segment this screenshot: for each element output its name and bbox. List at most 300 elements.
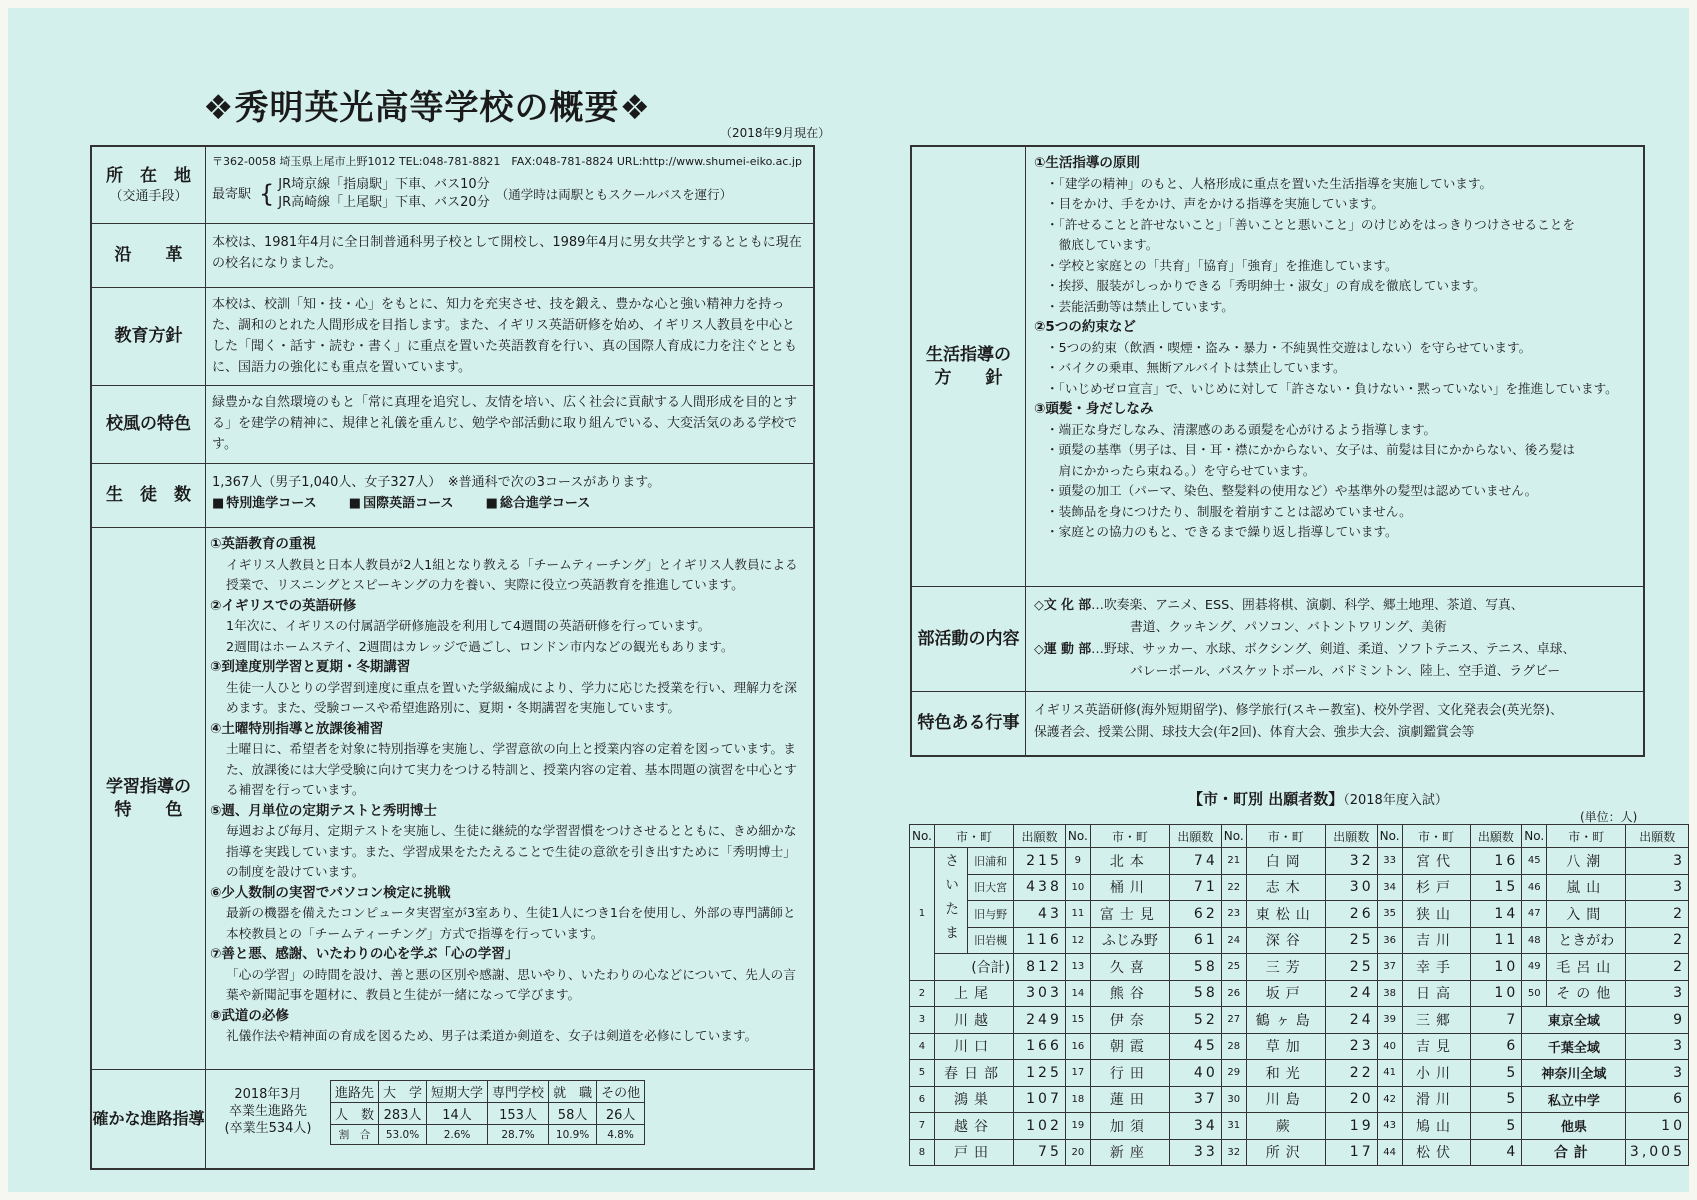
learning-heading: ④土曜特別指導と放課後補習 (210, 720, 384, 737)
events-line-1: イギリス英語研修(海外短期留学)、修学旅行(スキー教室)、校外学習、文化発表会(英光祭)、 (1034, 703, 1563, 718)
count-cell: 5 (1470, 1086, 1522, 1113)
count-cell: 24 (1325, 980, 1377, 1007)
learning-text: 2週間はホームステイ、2週間はカレッジで過ごし、ロンドン市内などの観光もあります。 (226, 638, 734, 654)
no-cell: 36 (1377, 927, 1402, 954)
city-cell: 白岡 (1246, 848, 1325, 875)
bus-note: （通学時は両駅ともスクールバスを運行） (495, 186, 733, 202)
count-cell: 3 (1626, 848, 1689, 875)
count-cell: 15 (1470, 874, 1522, 901)
career-header-cell: 大 学 (379, 1081, 427, 1103)
count-cell: 5 (1470, 1113, 1522, 1140)
career-header-cell: 専門学校 (488, 1081, 549, 1103)
no-cell: 8 (910, 1139, 935, 1166)
page-title: ❖秀明英光高等学校の概要❖ (203, 88, 651, 128)
city-cell: 加須 (1090, 1113, 1169, 1140)
guidance-item: 肩にかかったら束ねる。）を守らせています。 (1046, 462, 1316, 478)
count-cell: 75 (1014, 1139, 1066, 1166)
guidance-item: ・「建学の精神」のもと、人格形成に重点を置いた生活指導を実施しています。 (1046, 175, 1493, 191)
city-cell: 他県 (1522, 1113, 1626, 1140)
count-header: 出願数 (1014, 825, 1066, 848)
city-cell: 入間 (1547, 901, 1626, 928)
guidance-item: ・装飾品を身につけたり、制服を着崩すことは認めていません。 (1046, 503, 1412, 519)
city-cell: その他 (1547, 980, 1626, 1007)
count-cell: 102 (1014, 1113, 1066, 1140)
count-header: 出願数 (1170, 825, 1222, 848)
row-events (912, 692, 1643, 755)
city-cell: 行田 (1090, 1060, 1169, 1087)
career-header-cell: 進路先 (331, 1081, 379, 1103)
learning-text: 土曜日に、希望者を対象に特別指導を実施し、学習意欲の向上と授業内容の定着を図っています。また、放課後には大学受験に向けて実力をつける特訓と、授業内容の定着、基本問題の演習を中心とする補習を行っています。 (226, 741, 797, 797)
city-cell: 草加 (1246, 1033, 1325, 1060)
count-cell: 14 (1470, 901, 1522, 928)
count-cell: 3 (1626, 980, 1689, 1007)
no-cell: 14 (1065, 980, 1090, 1007)
count-cell: 17 (1325, 1139, 1377, 1166)
city-cell: 吉見 (1402, 1033, 1470, 1060)
row-location (92, 147, 813, 224)
city-header: 市・町 (934, 825, 1013, 848)
career-desc-3: (卒業生534人) (224, 1121, 312, 1136)
course-general: ■ 総合進学コース (486, 493, 591, 514)
no-cell: 12 (1065, 927, 1090, 954)
learning-heading: ②イギリスでの英語研修 (210, 597, 357, 614)
city-cell: 東京全域 (1522, 1007, 1626, 1034)
city-cell: 三芳 (1246, 954, 1325, 981)
count-cell: 2 (1626, 954, 1689, 981)
career-count-cell: 58人 (549, 1103, 597, 1125)
no-cell: 40 (1377, 1033, 1402, 1060)
table-row (910, 927, 1689, 954)
no-cell: 10 (1065, 874, 1090, 901)
course-special: ■ 特別進学コース (212, 493, 317, 514)
no-cell: 17 (1065, 1060, 1090, 1087)
count-cell: 24 (1325, 1007, 1377, 1034)
guidance-sections (1034, 153, 1637, 543)
culture-clubs: …吹奏楽、アニメ、ESS、囲碁将棋、演劇、科学、郷土地理、茶道、写真、 (1091, 598, 1524, 613)
count-cell: 107 (1014, 1086, 1066, 1113)
no-cell: 46 (1522, 874, 1547, 901)
career-count-cell: 26人 (597, 1103, 645, 1125)
no-cell: 20 (1065, 1139, 1090, 1166)
no-cell: 32 (1221, 1139, 1246, 1166)
no-cell: 21 (1221, 848, 1246, 875)
no-cell: 24 (1221, 927, 1246, 954)
count-cell: 32 (1325, 848, 1377, 875)
guidance-label-1: 生活指導の (926, 344, 1011, 365)
career-ratio-cell: 53.0% (379, 1125, 427, 1145)
culture-label: 校風の特色 (92, 386, 206, 463)
count-cell: 43 (1014, 901, 1066, 928)
sports-clubs: …野球、サッカー、水球、ボクシング、剣道、柔道、ソフトテニス、テニス、卓球、 (1091, 642, 1576, 657)
city-cell: 戸田 (934, 1139, 1013, 1166)
career-desc-2: 卒業生進路先 (228, 1104, 307, 1119)
count-cell: 10 (1470, 980, 1522, 1007)
table-row (910, 901, 1689, 928)
count-cell: 249 (1014, 1007, 1066, 1034)
count-cell: 20 (1325, 1086, 1377, 1113)
count-cell: 11 (1470, 927, 1522, 954)
count-header: 出願数 (1626, 825, 1689, 848)
guidance-item: ・家庭との協力のもと、できるまで繰り返し指導しています。 (1046, 524, 1398, 539)
city-cell: 春日部 (934, 1060, 1013, 1087)
career-label: 確かな進路指導 (92, 1070, 206, 1168)
city-cell: 宮代 (1402, 848, 1470, 875)
city-saitama: さいたま (934, 848, 967, 954)
no-cell: 43 (1377, 1113, 1402, 1140)
no-cell: 6 (910, 1086, 935, 1113)
count-cell: 166 (1014, 1033, 1066, 1060)
no-cell: 31 (1221, 1113, 1246, 1140)
table-row (910, 874, 1689, 901)
city-cell: 鶴ヶ島 (1246, 1007, 1325, 1034)
row-guidance (912, 147, 1643, 587)
as-of-date: （2018年9月現在） (720, 126, 831, 140)
city-header: 市・町 (1090, 825, 1169, 848)
learning-text: 毎週および毎月、定期テストを実施し、生徒に継続的な学習習慣をつけさせるとともに、きめ細かな指導を実践しています。また、学習成果をたたえることで生徒の意欲を引き出すために「秀明博士」の制度を設けています。 (226, 823, 797, 879)
no-cell: 49 (1522, 954, 1547, 981)
history-label: 沿 革 (92, 224, 206, 287)
no-cell: 13 (1065, 954, 1090, 981)
policy-label: 教育方針 (92, 288, 206, 385)
city-cell: 志木 (1246, 874, 1325, 901)
count-cell: 125 (1014, 1060, 1066, 1087)
city-cell: 桶川 (1090, 874, 1169, 901)
city-cell: 小川 (1402, 1060, 1470, 1087)
city-header: 市・町 (1547, 825, 1626, 848)
students-note: ※普通科で次の3コースがあります。 (447, 475, 661, 490)
count-cell: 58 (1170, 980, 1222, 1007)
no-cell: 44 (1377, 1139, 1402, 1166)
guidance-item: ・頭髪の加工（パーマ、染色、整髪料の使用など）や基準外の髪型は認めていません。 (1046, 483, 1538, 498)
no-header: No. (1377, 825, 1402, 848)
no-cell: 50 (1522, 980, 1547, 1007)
no-cell: 48 (1522, 927, 1547, 954)
city-cell: 北本 (1090, 848, 1169, 875)
learning-label-2: 特 色 (114, 799, 183, 820)
career-header-cell: その他 (597, 1081, 645, 1103)
station-label: 最寄駅 (212, 186, 252, 202)
city-cell: 越谷 (934, 1113, 1013, 1140)
city-header: 市・町 (1246, 825, 1325, 848)
city-cell: 熊谷 (1090, 980, 1169, 1007)
count-header: 出願数 (1325, 825, 1377, 848)
city-cell: 鴻巣 (934, 1086, 1013, 1113)
row-policy (92, 288, 813, 386)
city-cell: 蓮田 (1090, 1086, 1169, 1113)
no-cell: 33 (1377, 848, 1402, 875)
career-count-cell: 283人 (379, 1103, 427, 1125)
count-cell: 9 (1626, 1007, 1689, 1034)
count-cell: 40 (1170, 1060, 1222, 1087)
learning-heading: ⑦善と悪、感謝、いたわりの心を学ぶ「心の学習」 (210, 946, 519, 962)
row-history (92, 224, 813, 288)
count-cell: 16 (1470, 848, 1522, 875)
saitama-ward: 旧大宮 (968, 874, 1014, 901)
total-count: 3,005 (1626, 1139, 1689, 1166)
count-cell: 22 (1325, 1060, 1377, 1087)
no-cell: 5 (910, 1060, 935, 1087)
life-table (910, 145, 1645, 757)
count-cell: 23 (1325, 1033, 1377, 1060)
no-cell: 11 (1065, 901, 1090, 928)
overview-table (90, 145, 815, 1170)
no-cell: 22 (1221, 874, 1246, 901)
guidance-item: ・挨拶、服装がしっかりできる「秀明紳士・淑女」の育成を徹底しています。 (1046, 278, 1486, 293)
career-ratio-label: 割 合 (331, 1125, 379, 1145)
city-cell: 千葉全域 (1522, 1033, 1626, 1060)
no-cell: 47 (1522, 901, 1547, 928)
learning-label-1: 学習指導の (106, 776, 191, 797)
city-cell: 滑川 (1402, 1086, 1470, 1113)
no-cell: 1 (910, 848, 935, 981)
no-cell: 28 (1221, 1033, 1246, 1060)
learning-heading: ⑥少人数制の実習でパソコン検定に挑戦 (210, 884, 451, 901)
city-cell: 富士見 (1090, 901, 1169, 928)
career-count-cell: 14人 (427, 1103, 488, 1125)
no-cell: 39 (1377, 1007, 1402, 1034)
city-cell: 吉川 (1402, 927, 1470, 954)
city-header: 市・町 (1402, 825, 1470, 848)
no-cell: 30 (1221, 1086, 1246, 1113)
count-cell: 52 (1170, 1007, 1222, 1034)
count-cell: 34 (1170, 1113, 1222, 1140)
table-row (910, 1139, 1689, 1166)
city-cell: 神奈川全域 (1522, 1060, 1626, 1087)
career-count-label: 人 数 (331, 1103, 379, 1125)
table-row (910, 1060, 1689, 1087)
table-row (910, 1007, 1689, 1034)
count-cell: 215 (1014, 848, 1066, 875)
city-cell: 蕨 (1246, 1113, 1325, 1140)
sports-clubs-2: バレーボール、バスケットボール、バドミントン、陸上、空手道、ラグビー (1130, 664, 1561, 679)
career-count-cell: 153人 (488, 1103, 549, 1125)
count-cell: 116 (1014, 927, 1066, 954)
students-count: 1,367人（男子1,040人、女子327人） (212, 475, 435, 490)
no-header: No. (1221, 825, 1246, 848)
station-line-2: JR高崎線「上尾駅」下車、バス20分 (278, 195, 490, 210)
guidance-item: ・「いじめゼロ宣言」で、いじめに対して「許さない・負けない・黙っていない」を推進しています。 (1046, 380, 1618, 396)
count-cell: 10 (1626, 1113, 1689, 1140)
count-cell: 30 (1325, 874, 1377, 901)
city-cell: 上尾 (934, 980, 1013, 1007)
career-ratio-cell: 28.7% (488, 1125, 549, 1145)
no-cell: 15 (1065, 1007, 1090, 1034)
unit-label: (単位：人) (1580, 810, 1638, 824)
count-cell: 3 (1626, 1033, 1689, 1060)
career-table (330, 1080, 645, 1145)
no-cell: 3 (910, 1007, 935, 1034)
no-cell: 42 (1377, 1086, 1402, 1113)
no-cell: 35 (1377, 901, 1402, 928)
no-cell: 19 (1065, 1113, 1090, 1140)
learning-text: 1年次に、イギリスの付属語学研修施設を利用して4週間の英語研修を行っています。 (226, 618, 711, 633)
city-cell: 日高 (1402, 980, 1470, 1007)
count-cell: 3 (1626, 874, 1689, 901)
count-cell: 7 (1470, 1007, 1522, 1034)
city-cell: 三郷 (1402, 1007, 1470, 1034)
no-cell: 37 (1377, 954, 1402, 981)
learning-heading: ①英語教育の重視 (210, 536, 316, 552)
history-text: 本校は、1981年4月に全日制普通科男子校として開校し、1989年4月に男女共学とするとともに現在の校名になりました。 (212, 235, 802, 271)
city-cell: 深谷 (1246, 927, 1325, 954)
count-cell: 25 (1325, 927, 1377, 954)
no-cell: 27 (1221, 1007, 1246, 1034)
no-cell: 23 (1221, 901, 1246, 928)
city-cell: 私立中学 (1522, 1086, 1626, 1113)
guidance-item: ・学校と家庭との「共育」「協育」「強育」を推進しています。 (1046, 257, 1398, 273)
no-cell: 29 (1221, 1060, 1246, 1087)
city-cell: 川口 (934, 1033, 1013, 1060)
count-cell: 19 (1325, 1113, 1377, 1140)
no-cell: 41 (1377, 1060, 1402, 1087)
count-cell: 812 (1014, 954, 1066, 981)
city-cell: 鳩山 (1402, 1113, 1470, 1140)
no-cell: 16 (1065, 1033, 1090, 1060)
saitama-ward: 旧浦和 (968, 848, 1014, 875)
count-cell: 62 (1170, 901, 1222, 928)
station-line-1: JR埼京線「指扇駅」下車、バス10分 (278, 177, 490, 192)
no-cell: 18 (1065, 1086, 1090, 1113)
document-sheet (8, 8, 1689, 1192)
city-cell: 松伏 (1402, 1139, 1470, 1166)
learning-text: 礼儀作法や精神面の育成を図るため、男子は柔道か剣道を、女子は剣道を必修にしています。 (226, 1028, 758, 1043)
guidance-item: 徹底しています。 (1046, 237, 1159, 252)
table-row (910, 954, 1689, 981)
career-ratio-cell: 10.9% (549, 1125, 597, 1145)
table-row (910, 1086, 1689, 1113)
guidance-label-2: 方 針 (934, 367, 1003, 388)
count-cell: 438 (1014, 874, 1066, 901)
no-cell: 34 (1377, 874, 1402, 901)
city-cell: 嵐山 (1547, 874, 1626, 901)
city-cell: 東松山 (1246, 901, 1325, 928)
row-clubs (912, 587, 1643, 692)
guidance-heading: ①生活指導の原則 (1034, 155, 1140, 171)
learning-text: イギリス人教員と日本人教員が2人1組となり教える「チームティーチング」とイギリス人教員による授業で、リスニングとスピーキングの力を養い、実際に役立つ英語教育を推進しています。 (226, 556, 798, 592)
city-cell: ときがわ (1547, 927, 1626, 954)
learning-heading: ⑤週、月単位の定期テストと秀明博士 (210, 802, 437, 819)
applicants-table (909, 824, 1689, 1166)
city-cell: 八潮 (1547, 848, 1626, 875)
no-cell: 2 (910, 980, 935, 1007)
guidance-item: ・「許せることと許せないこと」「善いことと悪いこと」のけじめをはっきりつけさせることを (1046, 216, 1575, 232)
count-cell: 61 (1170, 927, 1222, 954)
count-cell: 58 (1170, 954, 1222, 981)
guidance-item: ・頭髪の基準（男子は、目・耳・襟にかからない、女子は、前髪は目にかからない、後ろ髪は (1046, 442, 1575, 457)
career-desc-1: 2018年3月 (234, 1087, 302, 1102)
no-cell: 9 (1065, 848, 1090, 875)
address: 〒362-0058 埼玉県上尾市上野1012 TEL:048-781-8821 FAX:048-781-8824 URL:http://www.shumei-eiko.ac.jp (212, 155, 802, 168)
row-students (92, 464, 813, 528)
learning-text: 最新の機器を備えたコンピュータ実習室が3室あり、生徒1人につき1台を使用し、外部の専門講師と本校教員との「チームティーチング」方式で指導を行っています。 (226, 905, 796, 941)
no-cell: 4 (910, 1033, 935, 1060)
count-cell: 6 (1470, 1033, 1522, 1060)
count-cell: 33 (1170, 1139, 1222, 1166)
location-sublabel: （交通手段） (109, 188, 188, 204)
city-cell: 伊奈 (1090, 1007, 1169, 1034)
learning-sections (210, 534, 805, 1047)
career-header-cell: 就 職 (549, 1081, 597, 1103)
guidance-heading: ②5つの約束など (1034, 319, 1136, 335)
no-cell: 7 (910, 1113, 935, 1140)
count-cell: 6 (1626, 1086, 1689, 1113)
count-cell: 26 (1325, 901, 1377, 928)
culture-clubs-2: 書道、クッキング、パソコン、バトントワリング、美術 (1130, 620, 1447, 635)
row-learning (92, 528, 813, 1070)
saitama-ward: 旧岩槻 (968, 927, 1014, 954)
count-cell: 4 (1470, 1139, 1522, 1166)
count-cell: 5 (1470, 1060, 1522, 1087)
no-header: No. (1065, 825, 1090, 848)
count-cell: 303 (1014, 980, 1066, 1007)
count-cell: 2 (1626, 927, 1689, 954)
count-cell: 45 (1170, 1033, 1222, 1060)
table-row (910, 1033, 1689, 1060)
city-cell: 久喜 (1090, 954, 1169, 981)
saitama-total-label: (合計) (934, 954, 1013, 981)
events-label: 特色ある行事 (912, 692, 1026, 755)
guidance-item: ・バイクの乗車、無断アルバイトは禁止しています。 (1046, 360, 1346, 375)
location-label: 所 在 地 (106, 165, 191, 186)
city-cell: 和光 (1246, 1060, 1325, 1087)
count-cell: 25 (1325, 954, 1377, 981)
city-cell: 新座 (1090, 1139, 1169, 1166)
count-header: 出願数 (1470, 825, 1522, 848)
count-cell: 10 (1470, 954, 1522, 981)
saitama-ward: 旧与野 (968, 901, 1014, 928)
no-cell: 45 (1522, 848, 1547, 875)
learning-text: 「心の学習」の時間を設け、善と悪の区別や感謝、思いやり、いたわりの心などについて、先人の言葉や新聞記事を題材に、教員と生徒が一緒になって学びます。 (226, 966, 796, 1002)
career-ratio-cell: 4.8% (597, 1125, 645, 1145)
table-row (910, 848, 1689, 875)
city-cell: 朝霞 (1090, 1033, 1169, 1060)
city-cell: ふじみ野 (1090, 927, 1169, 954)
guidance-heading: ③頭髪・身だしなみ (1034, 401, 1154, 417)
city-cell: 幸手 (1402, 954, 1470, 981)
guidance-item: ・目をかけ、手をかけ、声をかける指導を実施しています。 (1046, 196, 1385, 211)
count-cell: 3 (1626, 1060, 1689, 1087)
no-cell: 26 (1221, 980, 1246, 1007)
sports-club-label: ◇運 動 部 (1034, 642, 1092, 657)
city-cell: 所沢 (1246, 1139, 1325, 1166)
no-cell: 38 (1377, 980, 1402, 1007)
row-culture (92, 386, 813, 464)
count-cell: 71 (1170, 874, 1222, 901)
total-label: 合計 (1522, 1139, 1626, 1166)
city-cell: 坂戸 (1246, 980, 1325, 1007)
table-row (910, 980, 1689, 1007)
count-cell: 37 (1170, 1086, 1222, 1113)
applicants-title: 【市・町別 出願者数】（2018年度入試） (1188, 790, 1448, 808)
city-cell: 狭山 (1402, 901, 1470, 928)
brace: { (259, 180, 275, 208)
applicants-year: （2018年度入試） (1343, 793, 1448, 808)
career-ratio-cell: 2.6% (427, 1125, 488, 1145)
policy-text: 本校は、校訓「知・技・心」をもとに、知力を充実させ、技を鍛え、豊かな心と強い精神力を持った、調和のとれた人間形成を目指します。また、イギリス英語研修を始め、イギリス人教員を中心とした「聞く・話す・読む・書く」に重点を置いた英語教育を行い、真の国際人育成に力を注ぐとともに、国語力の強化にも重点を置いています。 (212, 297, 798, 375)
table-row (910, 1113, 1689, 1140)
no-header: No. (910, 825, 935, 848)
no-cell: 25 (1221, 954, 1246, 981)
city-cell: 杉戸 (1402, 874, 1470, 901)
no-header: No. (1522, 825, 1547, 848)
city-cell: 毛呂山 (1547, 954, 1626, 981)
learning-heading: ③到達度別学習と夏期・冬期講習 (210, 659, 411, 675)
guidance-item: ・5つの約束（飲酒・喫煙・盗み・暴力・不純異性交遊はしない）を守らせています。 (1046, 339, 1532, 355)
learning-heading: ⑧武道の必修 (210, 1007, 289, 1024)
count-cell: 74 (1170, 848, 1222, 875)
students-label: 生 徒 数 (92, 464, 206, 527)
course-international: ■ 国際英語コース (349, 493, 454, 514)
